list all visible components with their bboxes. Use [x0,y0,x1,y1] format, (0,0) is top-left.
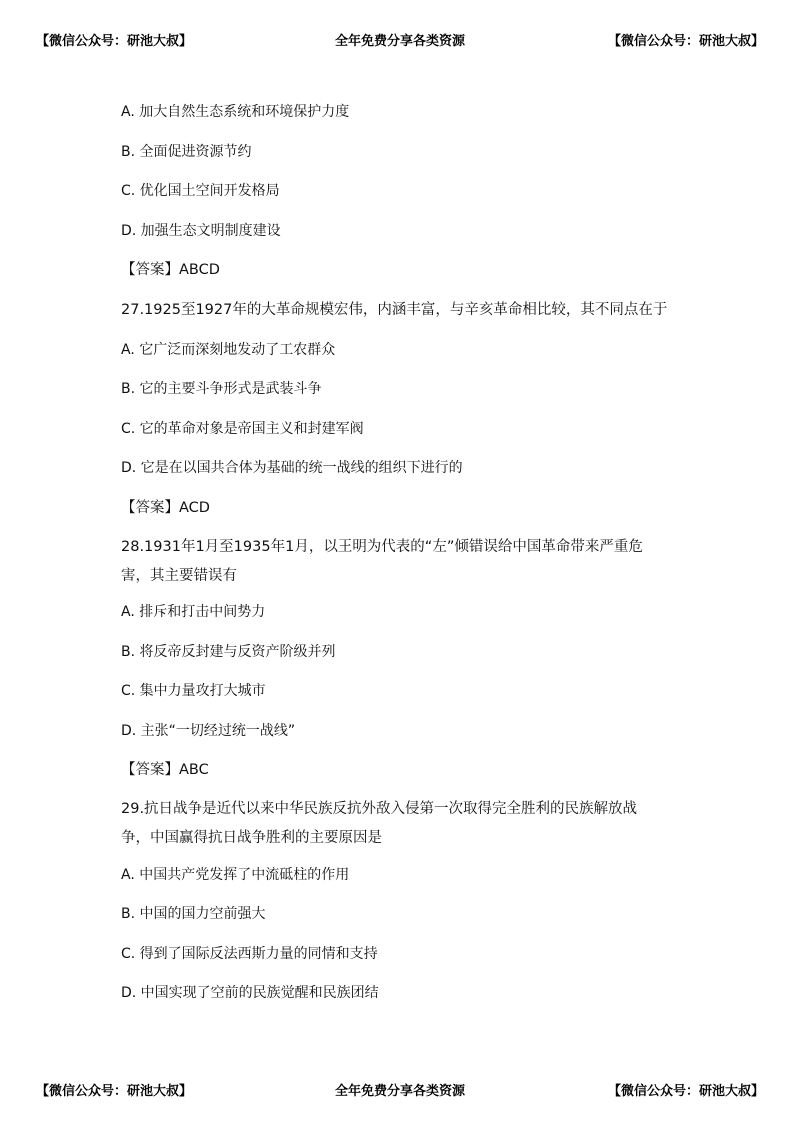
q29-option-b: B. 中国的国力空前强大 [121,906,266,922]
q29-option-a: A. 中国共产党发挥了中流砥柱的作用 [121,867,350,883]
footer-right-text: 【微信公众号：研池大叔】 [607,1084,764,1099]
q28-answer: 【答案】ABC [121,762,209,778]
q28-question: 28.1931年1月至1935年1月，以王明为代表的“左”倾错误给中国革命带来严重危害，其主要错误有 [121,539,643,584]
q26-answer: 【答案】ABCD [121,262,220,278]
q28-option-d: D. 主张“一切经过统一战线” [121,723,296,739]
footer-center-text: 全年免费分享各类资源 [334,1084,466,1099]
q26-option-a: A. 加大自然生态系统和环境保护力度 [121,104,350,120]
q27-answer: 【答案】ACD [121,500,210,516]
footer-left-text: 【微信公众号：研池大叔】 [36,1084,193,1099]
q27-option-c: C. 它的革命对象是帝国主义和封建军阀 [121,421,364,437]
q26-option-d: D. 加强生态文明制度建设 [121,223,281,239]
q26-option-b: B. 全面促进资源节约 [121,144,252,160]
q28-option-b: B. 将反帝反封建与反资产阶级并列 [121,644,336,660]
q29-question: 29.抗日战争是近代以来中华民族反抗外敌入侵第一次取得完全胜利的民族解放战争，中国赢得抗日战争胜利的主要原因是 [121,801,638,846]
q29-option-c: C. 得到了国际反法西斯力量的同情和支持 [121,946,378,962]
q27-option-a: A. 它广泛而深刻地发动了工农群众 [121,342,336,358]
header-center-text: 全年免费分享各类资源 [334,34,466,49]
header-right-text: 【微信公众号：研池大叔】 [607,34,764,49]
page-header [0,30,800,54]
q28-option-a: A. 排斥和打击中间势力 [121,604,266,620]
q29-option-d: D. 中国实现了空前的民族觉醒和民族团结 [121,985,379,1001]
q26-option-c: C. 优化国土空间开发格局 [121,183,280,199]
q27-option-d: D. 它是在以国共合体为基础的统一战线的组织下进行的 [121,460,463,476]
q28-option-c: C. 集中力量攻打大城市 [121,683,266,699]
q27-question: 27.1925至1927年的大革命规模宏伟，内涵丰富，与辛亥革命相比较，其不同点在于 [121,302,668,318]
page-footer [0,1080,800,1104]
header-left-text: 【微信公众号：研池大叔】 [36,34,193,49]
q27-option-b: B. 它的主要斗争形式是武装斗争 [121,381,322,397]
